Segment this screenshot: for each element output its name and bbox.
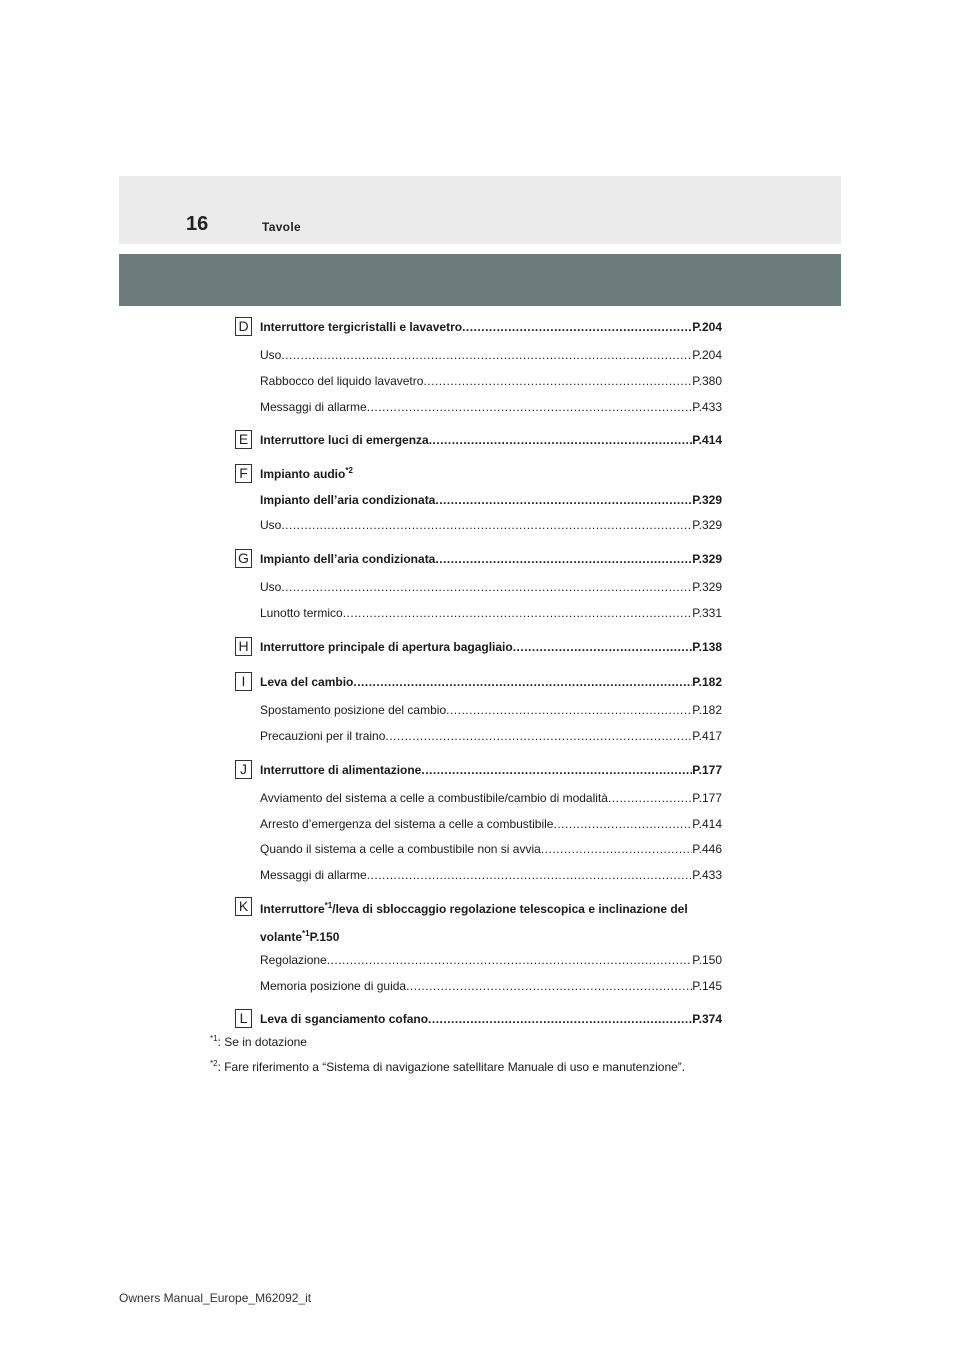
entry-label: Interruttore principale di apertura bagagliaio [260, 640, 513, 654]
leader-dots [281, 346, 692, 364]
page-reference-link[interactable]: P.417 [692, 729, 722, 743]
leader-dots [343, 604, 692, 622]
page-reference-link[interactable]: P.380 [692, 374, 722, 388]
index-entry-sub[interactable] [260, 727, 722, 745]
index-entry-sub[interactable] [260, 578, 722, 596]
leader-dots [281, 516, 692, 534]
entry-label: Messaggi di allarme [260, 868, 367, 882]
page-reference-link[interactable]: P.204 [692, 348, 722, 362]
page-reference-link[interactable]: P.414 [692, 817, 722, 831]
entry-label: Impianto audio [260, 467, 346, 481]
entry-label: Precauzioni per il traino [260, 729, 386, 743]
index-entry-sub[interactable] [260, 701, 722, 719]
page-reference-link[interactable]: P.177 [692, 763, 722, 777]
leader-dots [462, 318, 692, 336]
entry-label: Interruttore [260, 902, 325, 916]
leader-dots [367, 398, 692, 416]
entry-label: Spostamento posizione del cambio [260, 703, 447, 717]
page-reference-link[interactable]: P.414 [692, 433, 722, 447]
page-reference-link[interactable]: P.204 [692, 320, 722, 334]
page-reference-link[interactable]: P.182 [692, 703, 722, 717]
leader-dots [513, 638, 692, 656]
page-number: 16 [186, 213, 209, 235]
leader-dots [541, 840, 692, 858]
entry-label: volante [260, 930, 303, 944]
entry-label: Interruttore tergicristalli e lavavetro [260, 320, 463, 334]
page-reference-link[interactable]: P.150 [309, 930, 340, 944]
leader-dots [353, 673, 692, 691]
index-entry-sub[interactable] [260, 604, 722, 622]
document-footer: Owners Manual_Europe_M62092_it [119, 1291, 312, 1305]
page-reference-link[interactable]: P.374 [692, 1012, 722, 1026]
page-reference-link[interactable]: P.331 [692, 606, 722, 620]
leader-dots [385, 727, 692, 745]
index-entry-main[interactable] [260, 431, 722, 449]
footnote-text: : Se in dotazione [217, 1035, 307, 1049]
page-reference-link[interactable]: P.446 [692, 842, 722, 856]
index-entry-sub[interactable] [260, 516, 722, 534]
footnote-mark: *1 [324, 901, 333, 910]
index-entry-sub[interactable] [260, 398, 722, 416]
entry-label: Uso [260, 518, 282, 532]
footnote-2 [210, 1060, 685, 1074]
page-reference-link[interactable]: P.177 [692, 791, 722, 805]
leader-dots [423, 372, 692, 390]
page-reference-link[interactable]: P.433 [692, 400, 722, 414]
page-reference-link[interactable]: P.329 [692, 518, 722, 532]
index-entry-sub[interactable] [260, 346, 722, 364]
entry-label: Uso [260, 348, 282, 362]
letter-badge-h: H [235, 637, 252, 656]
letter-badge-g: G [235, 549, 252, 568]
index-entry-main [260, 465, 722, 483]
entry-label: Impianto dell’aria condizionata [260, 493, 436, 507]
leader-dots [553, 815, 692, 833]
page-reference-link[interactable]: P.433 [692, 868, 722, 882]
leader-dots [435, 491, 692, 509]
index-entry-sub[interactable] [260, 977, 722, 995]
index-entry-sub[interactable] [260, 866, 722, 884]
letter-badge-d: D [235, 317, 252, 336]
index-entry-sub[interactable] [260, 840, 722, 858]
footnote-text: : Fare riferimento a “Sistema di navigazione satellitare Manuale di uso e manutenzione”. [217, 1060, 686, 1074]
leader-dots [435, 550, 692, 568]
index-entry-main[interactable] [260, 638, 722, 656]
leader-dots [446, 701, 692, 719]
leader-dots [406, 977, 692, 995]
index-entry-main[interactable] [260, 318, 722, 336]
letter-badge-k: K [235, 897, 252, 916]
index-entry-main[interactable] [260, 491, 722, 509]
index-entry-main[interactable] [260, 928, 722, 946]
entry-label: Messaggi di allarme [260, 400, 367, 414]
entry-label: Memoria posizione di guida [260, 979, 407, 993]
leader-dots [281, 578, 692, 596]
footnote-mark: *1 [210, 1034, 218, 1043]
leader-dots [428, 1010, 692, 1028]
page-reference-link[interactable]: P.138 [692, 640, 722, 654]
letter-badge-l: L [235, 1009, 252, 1028]
entry-label: Rabbocco del liquido lavavetro [260, 374, 424, 388]
index-entry-sub[interactable] [260, 789, 722, 807]
leader-dots [327, 951, 692, 969]
leader-dots [608, 789, 692, 807]
page-reference-link[interactable]: P.182 [692, 675, 722, 689]
leader-dots [421, 761, 692, 779]
index-entry-sub[interactable] [260, 372, 722, 390]
page-reference-link[interactable]: P.145 [692, 979, 722, 993]
page-reference-link[interactable]: P.329 [692, 493, 722, 507]
index-entry-main[interactable] [260, 761, 722, 779]
letter-badge-i: I [235, 672, 252, 691]
section-title: Tavole [262, 220, 301, 234]
entry-label: Uso [260, 580, 282, 594]
letter-badge-e: E [235, 430, 252, 449]
entry-label: Lunotto termico [260, 606, 343, 620]
footnote-1 [210, 1035, 307, 1049]
footnote-mark: *2 [210, 1059, 218, 1068]
page-reference-link[interactable]: P.329 [692, 580, 722, 594]
letter-badge-f: F [235, 464, 252, 483]
entry-label: Regolazione [260, 953, 327, 967]
entry-label: Interruttore di alimentazione [260, 763, 422, 777]
index-entry-main [260, 900, 722, 918]
entry-label: Impianto dell’aria condizionata [260, 552, 436, 566]
entry-label: Interruttore luci di emergenza [260, 433, 429, 447]
index-entry-sub[interactable] [260, 951, 722, 969]
footnote-mark: *2 [345, 466, 353, 475]
footnote-mark: *1 [302, 929, 310, 938]
page-reference-link[interactable]: P.150 [692, 953, 722, 967]
entry-label: Quando il sistema a celle a combustibile non si avvia [260, 842, 541, 856]
index-entry-main[interactable] [260, 673, 722, 691]
entry-label: Leva di sganciamento cofano [260, 1012, 429, 1026]
entry-label: /leva di sbloccaggio regolazione telescopica e inclinazione del [332, 902, 688, 916]
entry-label: Leva del cambio [260, 675, 354, 689]
entry-label: Avviamento del sistema a celle a combustibile/cambio di modalità [260, 791, 608, 805]
index-entry-main[interactable] [260, 550, 722, 568]
index-entry-sub[interactable] [260, 815, 722, 833]
page-reference-link[interactable]: P.329 [692, 552, 722, 566]
leader-dots [429, 431, 692, 449]
letter-badge-j: J [235, 760, 252, 779]
entry-label: Arresto d’emergenza del sistema a celle a combustibile [260, 817, 554, 831]
leader-dots [367, 866, 692, 884]
index-entry-main[interactable] [260, 1010, 722, 1028]
